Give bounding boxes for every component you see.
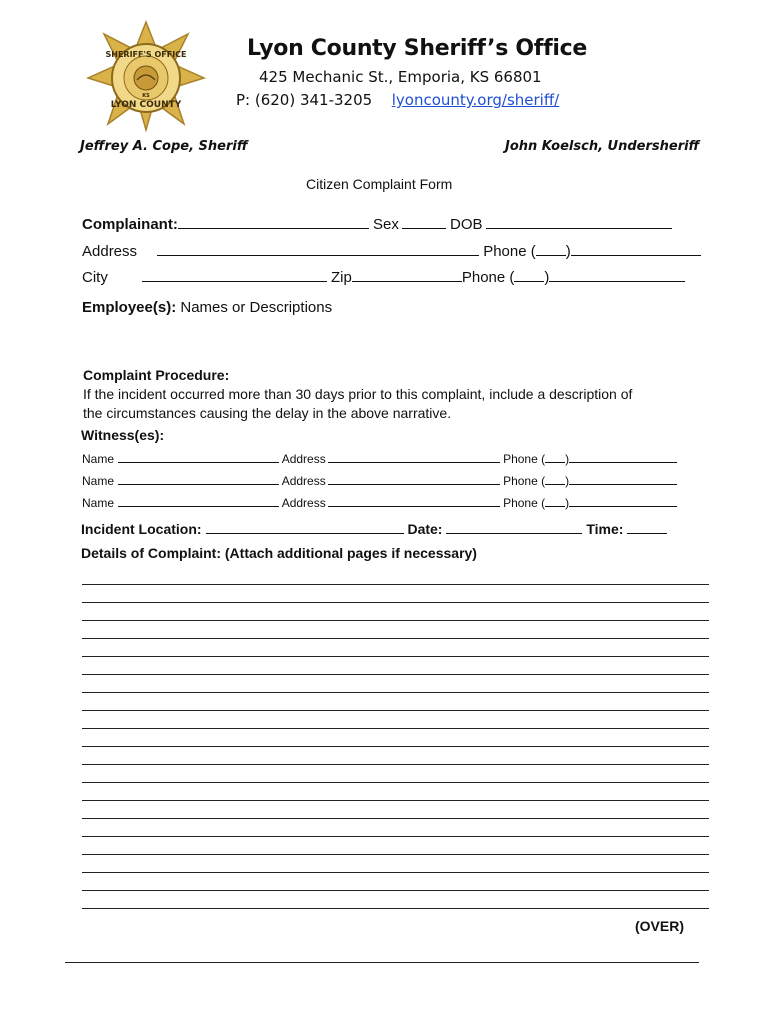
witness-phone-label: Phone ( <box>503 452 546 466</box>
phone1-label: Phone ( <box>483 243 536 260</box>
badge-state-text: KS <box>142 93 150 99</box>
sheriff-name: Jeffrey A. Cope, Sheriff <box>80 139 248 154</box>
details-line[interactable] <box>82 602 709 603</box>
details-line[interactable] <box>82 800 709 801</box>
zip-label: Zip <box>331 269 352 286</box>
witness-row-3 <box>82 494 677 510</box>
witness-address-field[interactable] <box>328 472 500 485</box>
address-field[interactable] <box>157 240 479 256</box>
over-note: (OVER) <box>635 918 684 934</box>
witness-phone-field[interactable] <box>569 450 677 463</box>
details-line[interactable] <box>82 872 709 873</box>
incident-location-label: Incident Location: <box>81 521 202 537</box>
zip-field[interactable] <box>352 266 462 282</box>
procedure-line-2: the circumstances causing the delay in the above narrative. <box>83 405 452 421</box>
incident-time-field[interactable] <box>627 518 667 534</box>
details-line[interactable] <box>82 746 709 747</box>
employees-field[interactable] <box>82 320 687 360</box>
witness-phone-label: Phone ( <box>503 474 546 488</box>
witness-address-label: Address <box>281 474 326 488</box>
witness-address-field[interactable] <box>328 494 500 507</box>
incident-time-label: Time: <box>586 521 624 537</box>
witness-name-field[interactable] <box>118 450 279 463</box>
phone1-area-code[interactable] <box>536 240 566 256</box>
witness-phone-label: Phone ( <box>503 496 546 510</box>
witness-phone-field[interactable] <box>569 494 677 507</box>
address-row <box>82 240 701 260</box>
complainant-label: Complainant: <box>82 216 178 233</box>
witness-phone-area[interactable] <box>545 472 565 485</box>
complainant-field[interactable] <box>178 213 369 229</box>
details-line[interactable] <box>82 728 709 729</box>
witness-phone-close: ) <box>565 496 570 510</box>
witness-address-field[interactable] <box>328 450 500 463</box>
employees-row <box>82 299 332 316</box>
incident-date-label: Date: <box>407 521 443 537</box>
details-line[interactable] <box>82 854 709 855</box>
witness-row-1 <box>82 450 677 466</box>
details-line[interactable] <box>82 836 709 837</box>
details-line[interactable] <box>82 584 709 585</box>
details-line[interactable] <box>82 638 709 639</box>
details-line[interactable] <box>82 818 709 819</box>
footer-divider <box>65 962 699 963</box>
complainant-row <box>82 213 672 233</box>
website-link[interactable]: lyoncounty.org/sheriff/ <box>391 91 560 109</box>
details-heading: Details of Complaint: (Attach additional pages if necessary) <box>81 545 477 561</box>
phone2-field[interactable] <box>549 266 685 282</box>
form-title: Citizen Complaint Form <box>306 176 453 192</box>
employees-hint: Names or Descriptions <box>180 299 333 316</box>
city-row <box>82 266 685 286</box>
phone1-field[interactable] <box>571 240 701 256</box>
address-label: Address <box>82 243 138 260</box>
procedure-line-1: If the incident occurred more than 30 days prior to this complaint, include a description of <box>83 386 633 402</box>
undersheriff-name: John Koelsch, Undersheriff <box>505 139 700 154</box>
badge-bottom-text: LYON COUNTY <box>110 100 182 110</box>
state-seal <box>134 66 158 90</box>
sheriff-badge-logo <box>84 20 208 132</box>
phone2-close: ) <box>544 269 550 286</box>
badge-top-text: SHERIFF'S OFFICE <box>105 50 187 59</box>
office-title: Lyon County Sheriff’s Office <box>247 36 587 61</box>
witness-name-label: Name <box>82 474 115 488</box>
witness-phone-area[interactable] <box>545 494 565 507</box>
witness-phone-area[interactable] <box>545 450 565 463</box>
sex-label: Sex <box>373 216 399 233</box>
witness-row-2 <box>82 472 677 488</box>
witness-name-field[interactable] <box>118 494 279 507</box>
phone2-area-code[interactable] <box>514 266 544 282</box>
procedure-heading: Complaint Procedure: <box>83 367 230 383</box>
incident-location-field[interactable] <box>206 518 404 534</box>
witness-name-label: Name <box>82 496 115 510</box>
witness-phone-field[interactable] <box>569 472 677 485</box>
dob-field[interactable] <box>486 213 672 229</box>
details-line[interactable] <box>82 890 709 891</box>
sex-field[interactable] <box>402 213 446 229</box>
witness-phone-close: ) <box>565 474 570 488</box>
city-field[interactable] <box>142 266 327 282</box>
details-line[interactable] <box>82 710 709 711</box>
city-label: City <box>82 269 108 286</box>
phone2-label: Phone ( <box>461 269 515 286</box>
incident-row <box>81 518 667 537</box>
witness-address-label: Address <box>281 496 326 510</box>
dob-label: DOB <box>450 216 483 233</box>
witness-name-label: Name <box>82 452 115 466</box>
witness-phone-close: ) <box>565 452 570 466</box>
phone1-close: ) <box>565 243 571 260</box>
details-line[interactable] <box>82 692 709 693</box>
details-line[interactable] <box>82 908 709 909</box>
employees-label: Employee(s): <box>82 299 177 316</box>
details-line[interactable] <box>82 620 709 621</box>
witness-name-field[interactable] <box>118 472 279 485</box>
incident-date-field[interactable] <box>446 518 582 534</box>
details-line[interactable] <box>82 674 709 675</box>
office-address: 425 Mechanic St., Emporia, KS 66801 <box>259 68 542 86</box>
witness-address-label: Address <box>281 452 326 466</box>
witnesses-heading: Witness(es): <box>81 427 165 443</box>
details-line[interactable] <box>82 656 709 657</box>
details-line[interactable] <box>82 764 709 765</box>
office-contact <box>236 91 559 109</box>
office-phone: P: (620) 341-3205 <box>236 91 373 109</box>
details-line[interactable] <box>82 782 709 783</box>
